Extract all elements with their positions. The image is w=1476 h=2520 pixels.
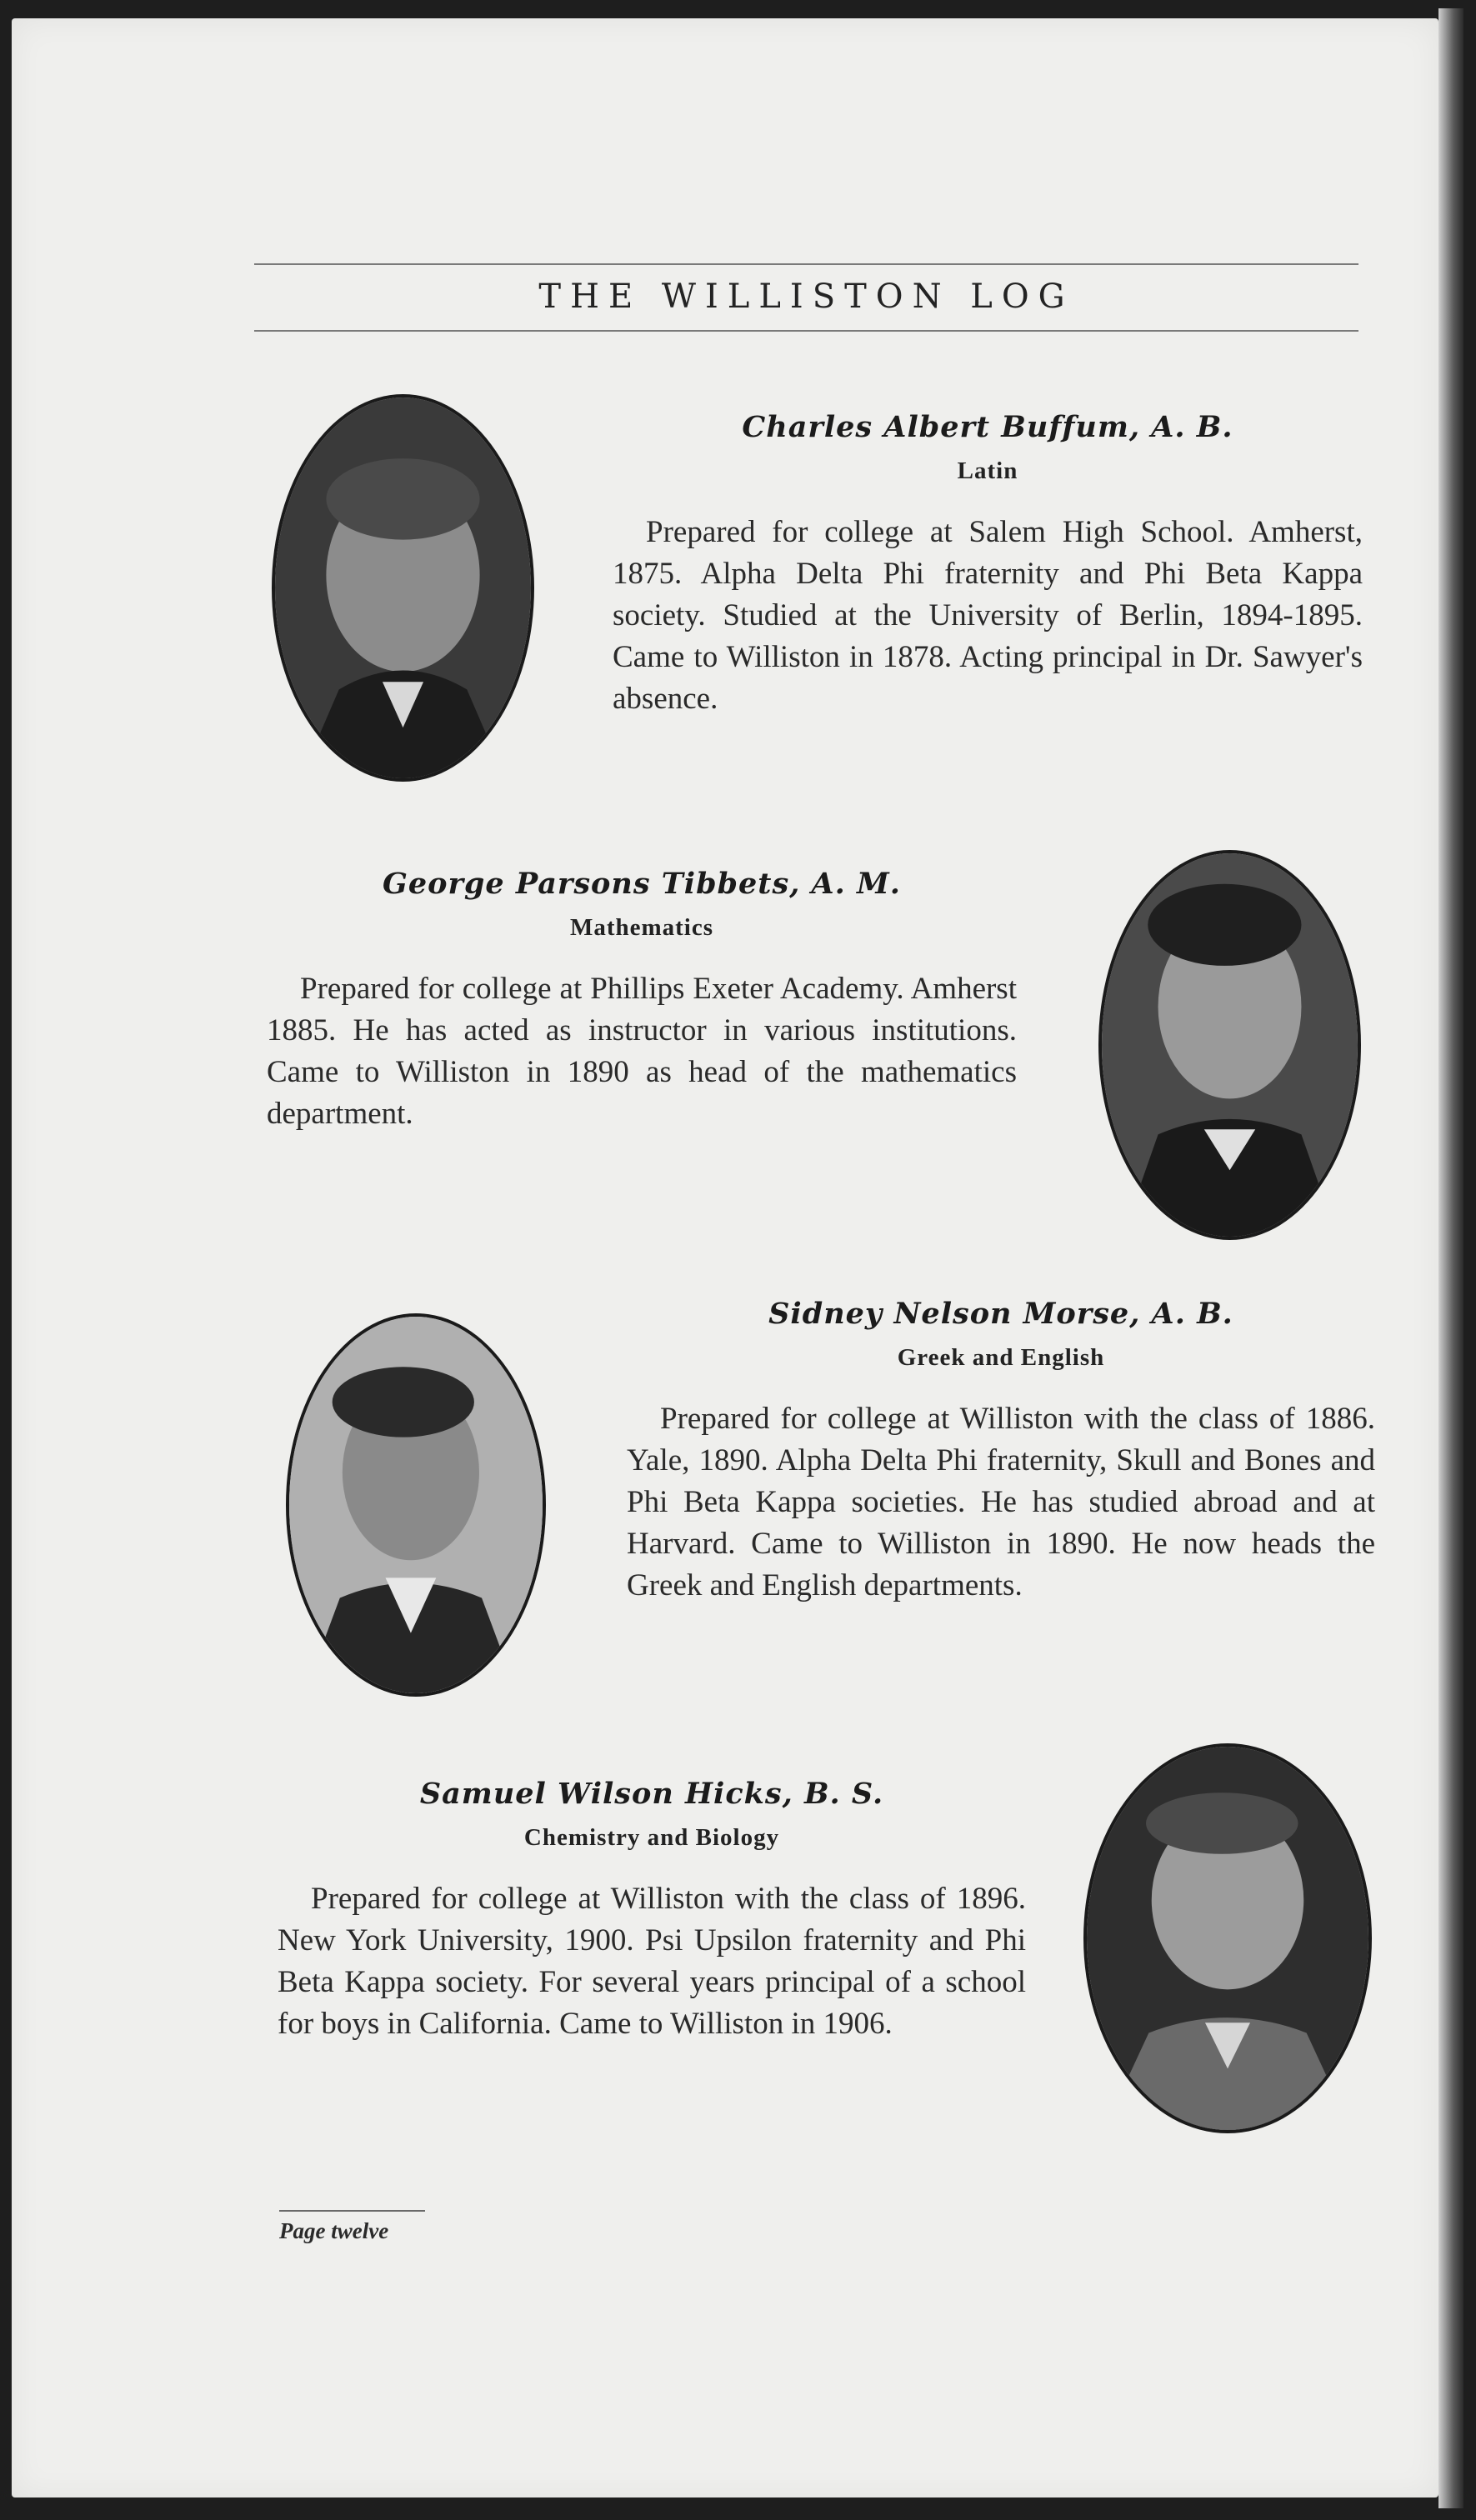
page-edge xyxy=(1438,8,1463,2508)
portrait-photo-hicks xyxy=(1083,1743,1372,2133)
header-rule-bottom xyxy=(254,330,1358,332)
running-head: THE WILLISTON LOG xyxy=(538,278,1074,316)
entry-buffum xyxy=(613,410,1363,720)
faculty-bio: Prepared for college at Phillips Exeter Academy. Amherst 1885. He has acted as instructor in various institutions. Came to Williston in 1890 as head of the mathematics department. xyxy=(267,972,1017,1131)
faculty-subject: Greek and English xyxy=(897,1344,1105,1371)
faculty-subject: Mathematics xyxy=(569,914,714,941)
footer-rule xyxy=(279,2210,425,2212)
faculty-name: Samuel Wilson Hicks, B. S. xyxy=(419,1777,884,1811)
faculty-bio: Prepared for college at Salem High School. Amherst, 1875. Alpha Delta Phi fraternity and Phi Beta Kappa society. Studied at the University of Berlin, 1894-1895. Came to Williston in 1878. Acting principal in Dr. Sawyer's absence. xyxy=(613,515,1363,716)
faculty-subject: Latin xyxy=(957,458,1018,484)
header-rule-top xyxy=(254,263,1358,265)
faculty-bio: Prepared for college at Williston with the class of 1896. New York University, 1900. Psi Upsilon fraternity and Phi Beta Kappa society. For several years principal of a school for boys in California. Came to Williston in 1906. xyxy=(278,1882,1026,2041)
page-number: Page twelve xyxy=(279,2218,389,2243)
portrait-photo-buffum xyxy=(272,394,534,782)
faculty-name: Sidney Nelson Morse, A. B. xyxy=(768,1297,1233,1331)
portrait-photo-morse xyxy=(286,1313,546,1697)
portrait-photo-tibbets xyxy=(1098,850,1361,1240)
faculty-name: Charles Albert Buffum, A. B. xyxy=(742,410,1233,444)
entry-morse xyxy=(627,1297,1375,1607)
faculty-bio: Prepared for college at Williston with the class of 1886. Yale, 1890. Alpha Delta Phi fraternity, Skull and Bones and Phi Beta Kappa societies. He has studied abroad and at Harvard. Came to Williston in 1890. He now heads the Greek and English departments. xyxy=(627,1402,1375,1602)
faculty-name: George Parsons Tibbets, A. M. xyxy=(382,867,901,901)
entry-tibbets xyxy=(267,867,1017,1135)
faculty-subject: Chemistry and Biology xyxy=(523,1824,780,1851)
entry-hicks xyxy=(278,1777,1026,2045)
